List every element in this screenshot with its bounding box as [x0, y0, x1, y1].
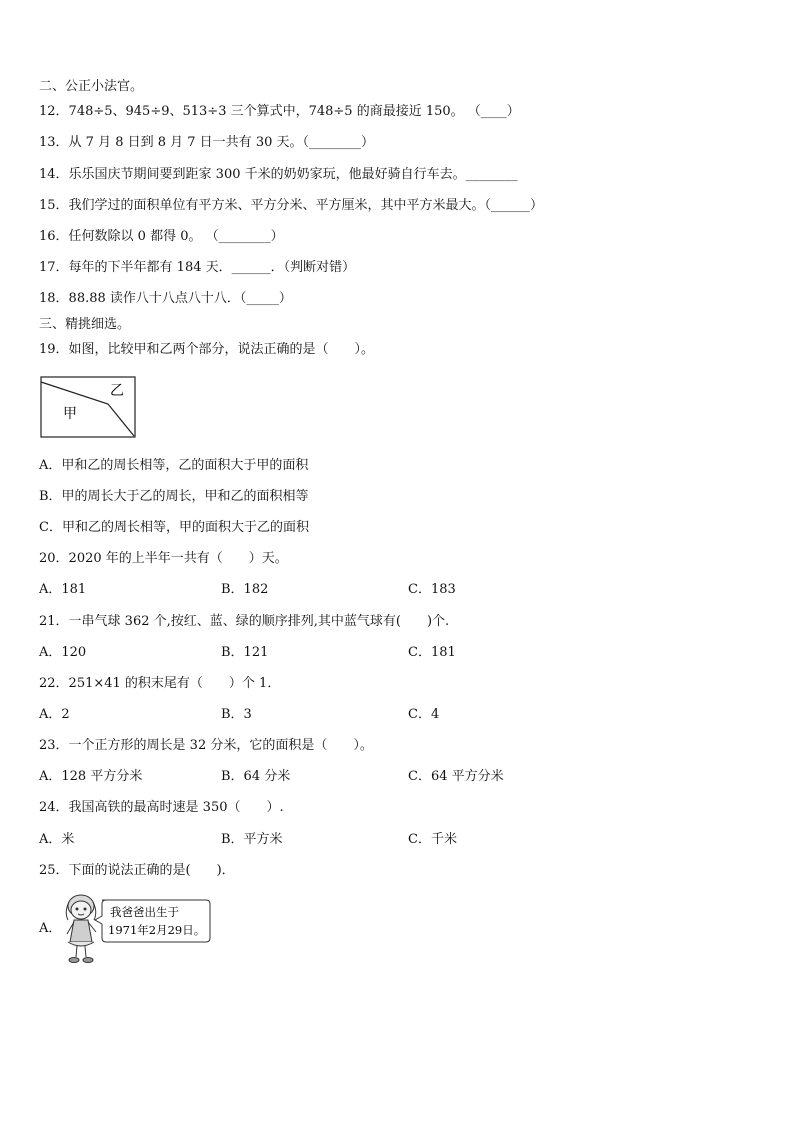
question-13: 13．从 7 月 8 日到 8 月 7 日一共有 30 天。（________） — [39, 135, 374, 150]
question-17: 17．每年的下半年都有 184 天．______．（判断对错） — [39, 260, 356, 275]
q22-option-c: C．4 — [408, 707, 440, 722]
q20-option-a: A．181 — [39, 582, 87, 597]
q23-option-b: B．64 分米 — [221, 769, 291, 784]
question-22: 22．251×41 的积末尾有（ ）个 1． — [39, 676, 281, 691]
question-19: 19．如图，比较甲和乙两个部分，说法正确的是（ ）。 — [39, 342, 375, 357]
q20-option-b: B．182 — [221, 582, 269, 597]
label-yi: 乙 — [110, 383, 124, 399]
question-18: 18．88.88 读作八十八点八十八．（_____） — [39, 291, 292, 306]
speech-line-1: 我爸爸出生于 — [110, 905, 179, 919]
q19-option-a: A．甲和乙的周长相等，乙的面积大于甲的面积 — [39, 458, 309, 473]
rectangle-figure — [40, 376, 138, 440]
question-15: 15．我们学过的面积单位有平方米、平方分米、平方厘米，其中平方米最大。（______） — [39, 198, 544, 213]
label-jia: 甲 — [63, 406, 77, 422]
q19-option-c: C．甲和乙的周长相等，甲的面积大于乙的面积 — [39, 520, 309, 535]
question-25: 25．下面的说法正确的是( )． — [39, 863, 235, 878]
q21-option-a: A．120 — [39, 645, 87, 660]
q23-option-a: A．128 平方分米 — [39, 769, 143, 784]
question-21: 21．一串气球 362 个,按红、蓝、绿的顺序排列,其中蓝气球有( )个. — [39, 614, 450, 629]
girl-figure — [66, 895, 96, 963]
q19-option-b: B．甲的周长大于乙的周长，甲和乙的面积相等 — [39, 489, 309, 504]
question-14: 14．乐乐国庆节期间要到距家 300 千米的奶奶家玩，他最好骑自行车去。________ — [39, 167, 518, 182]
q23-option-c: C．64 平方分米 — [408, 769, 504, 784]
section-heading-choice: 三、精挑细选。 — [39, 317, 131, 332]
section-heading-judge: 二、公正小法官。 — [39, 79, 144, 94]
question-20: 20．2020 年的上半年一共有（ ）天。 — [39, 551, 288, 566]
q24-option-c: C．千米 — [408, 832, 457, 847]
q22-option-a: A．2 — [39, 707, 70, 722]
girl-with-speech-bubble — [62, 894, 212, 966]
q21-option-c: C．181 — [408, 645, 456, 660]
girl-illustration — [62, 894, 212, 970]
q24-option-b: B．平方米 — [221, 832, 283, 847]
question-24: 24．我国高铁的最高时速是 350（ ）. — [39, 800, 284, 815]
q25-option-a-label: A． — [39, 921, 62, 936]
speech-line-2: 1971年2月29日。 — [108, 923, 206, 937]
q20-option-c: C．183 — [408, 582, 456, 597]
q24-option-a: A．米 — [39, 832, 75, 847]
question-16: 16．任何数除以 0 都得 0。 （________） — [39, 229, 284, 244]
question-12: 12．748÷5、945÷9、513÷3 三个算式中，748÷5 的商最接近 150。 （____） — [39, 104, 520, 119]
question-23: 23．一个正方形的周长是 32 分米，它的面积是（ ）。 — [39, 738, 373, 753]
q22-option-b: B．3 — [221, 707, 252, 722]
q21-option-b: B．121 — [221, 645, 269, 660]
shape-figure — [40, 376, 138, 444]
